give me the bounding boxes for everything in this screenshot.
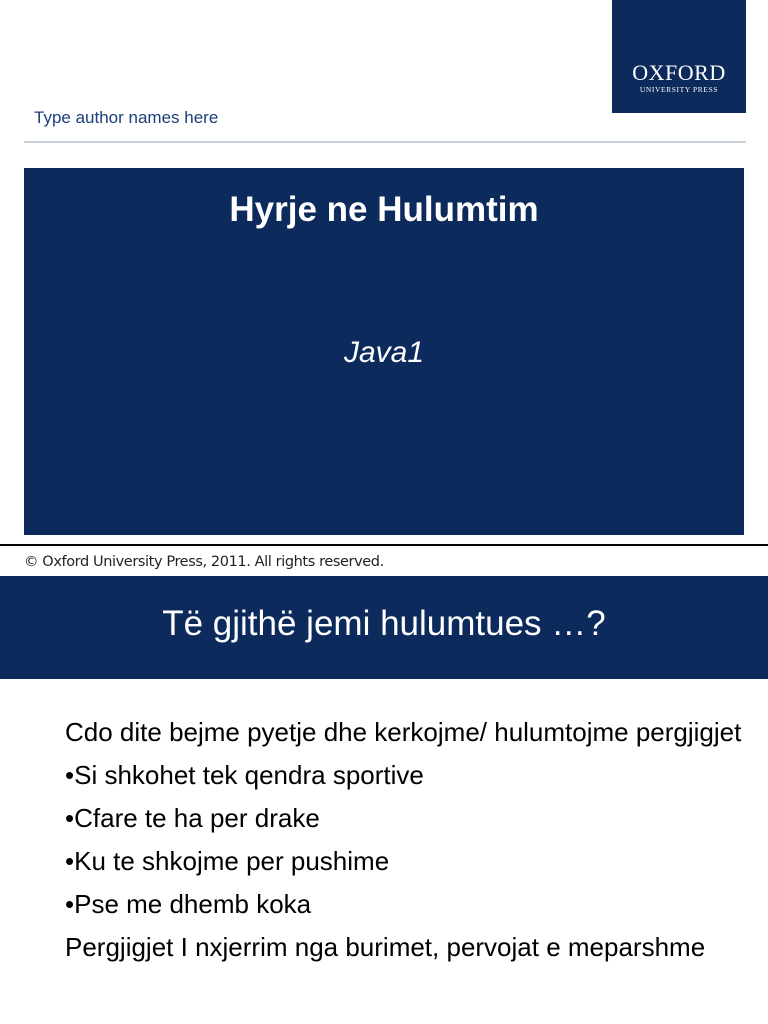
author-placeholder: Type author names here: [34, 108, 219, 127]
slide-2-header: [0, 576, 768, 679]
logo-wordmark: OXFORD: [632, 60, 726, 85]
oxford-logo: [612, 0, 746, 113]
slide-2-content: [65, 715, 745, 973]
bullet-item: •Cfare te ha per drake: [65, 803, 320, 833]
title-panel: [24, 168, 744, 535]
slide-subtitle: Java1: [343, 336, 425, 369]
bullet-item: •Si shkohet tek qendra sportive: [65, 760, 424, 790]
slide-divider: [0, 544, 768, 546]
slide-title: Hyrje ne Hulumtim: [229, 190, 539, 229]
slide-2-heading: Të gjithë jemi hulumtues …?: [162, 604, 606, 643]
bullet-item: •Pse me dhemb koka: [65, 889, 312, 919]
logo-subtext: UNIVERSITY PRESS: [639, 85, 719, 94]
copyright-notice: © Oxford University Press, 2011. All rights reserved.: [24, 554, 384, 570]
bullet-item: •Ku te shkojme per pushime: [65, 846, 390, 876]
closing-text: Pergjigjet I nxjerrim nga burimet, pervojat e meparshme: [65, 932, 706, 962]
header-rule: [24, 141, 746, 143]
intro-text: Cdo dite bejme pyetje dhe kerkojme/ hulumtojme pergjigjet: [65, 717, 742, 747]
